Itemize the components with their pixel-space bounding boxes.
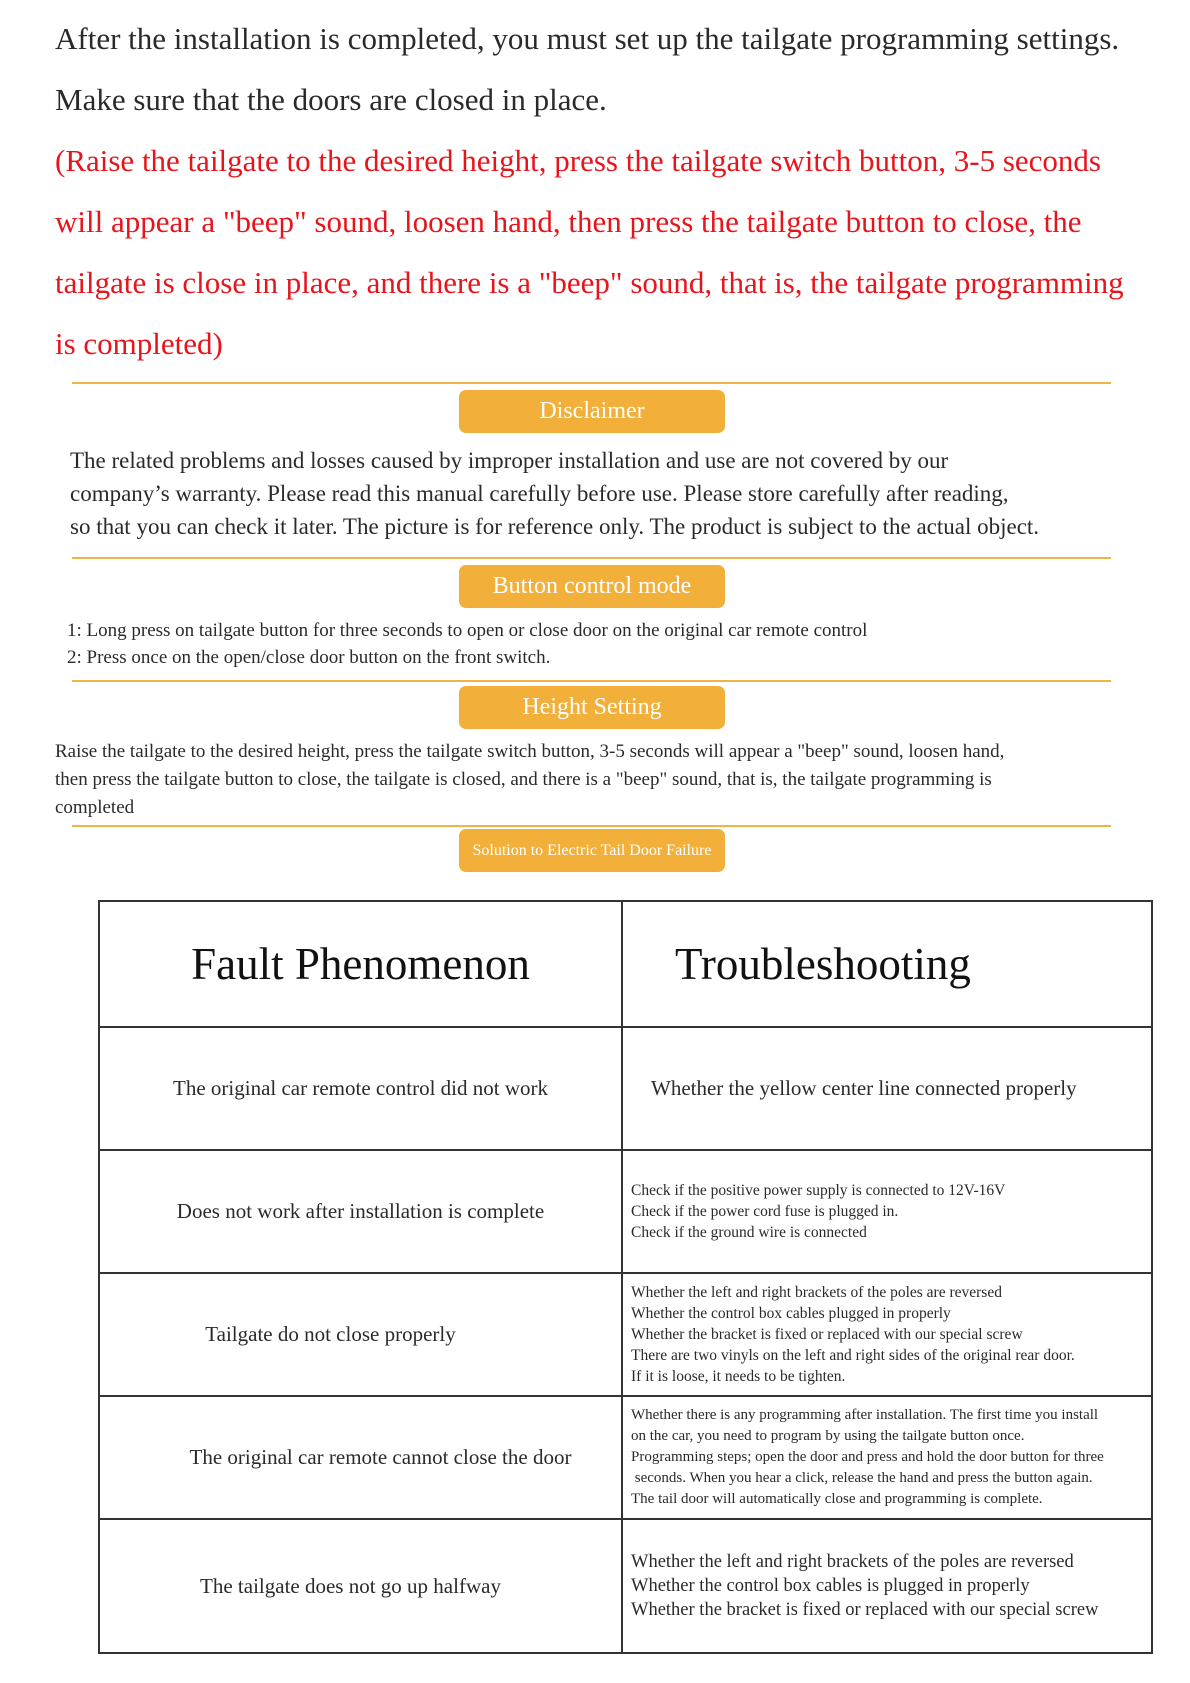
intro-red-line: is completed) <box>55 326 223 361</box>
troubleshooting-line: Whether the left and right brackets of the poles are reversed <box>631 1284 1002 1301</box>
table-row <box>99 1027 1152 1150</box>
button-control-text <box>67 617 867 671</box>
fault-cell: The tailgate does not go up halfway <box>99 1519 622 1653</box>
button-control-heading: Button control mode <box>459 565 725 608</box>
height-setting-heading: Height Setting <box>459 686 725 729</box>
troubleshooting-line: Whether the left and right brackets of the poles are reversed <box>631 1552 1074 1572</box>
button-control-line: 1: Long press on tailgate button for three seconds to open or close door on the original car remote control <box>67 620 868 641</box>
troubleshooting-line: Whether the control box cables plugged in properly <box>631 1305 951 1322</box>
intro-section <box>55 8 1175 374</box>
troubleshooting-line: Whether the bracket is fixed or replaced with our special screw <box>631 1326 1023 1343</box>
troubleshooting-line: Whether the yellow center line connected properly <box>651 1076 1077 1100</box>
intro-line: After the installation is completed, you must set up the tailgate programming settings. <box>55 21 1120 56</box>
troubleshooting-line: Whether the bracket is fixed or replaced with our special screw <box>631 1600 1099 1620</box>
disclaimer-line: company’s warranty. Please read this manual carefully before use. Please store carefully after reading, <box>70 481 1009 506</box>
height-setting-line: Raise the tailgate to the desired height, press the tailgate switch button, 3-5 seconds will appear a "beep" sound, loosen hand, <box>55 741 1005 762</box>
troubleshooting-cell <box>622 1273 1152 1396</box>
troubleshooting-header: Troubleshooting <box>622 901 1152 1027</box>
troubleshooting-cell <box>622 1027 1152 1150</box>
fault-cell: The original car remote control did not work <box>99 1027 622 1150</box>
intro-red-line: tailgate is close in place, and there is a "beep" sound, that is, the tailgate programming <box>55 265 1124 300</box>
troubleshooting-line: There are two vinyls on the left and right sides of the original rear door. <box>631 1347 1075 1364</box>
table-row <box>99 1273 1152 1396</box>
table-row <box>99 1150 1152 1273</box>
troubleshooting-line: seconds. When you hear a click, release the hand and press the button again. <box>631 1470 1093 1486</box>
troubleshooting-line: Check if the positive power supply is connected to 12V-16V <box>631 1182 1006 1199</box>
troubleshooting-cell <box>622 1150 1152 1273</box>
height-setting-line: completed <box>55 797 135 818</box>
troubleshooting-cell <box>622 1396 1152 1519</box>
divider <box>72 382 1111 384</box>
fault-cell: Tailgate do not close properly <box>99 1273 622 1396</box>
troubleshooting-line: on the car, you need to program by using the tailgate button once. <box>631 1428 1025 1444</box>
divider <box>72 680 1111 682</box>
divider <box>72 825 1111 827</box>
troubleshooting-line: Whether there is any programming after installation. The first time you install <box>631 1407 1099 1423</box>
table-header-row <box>99 901 1152 1027</box>
disclaimer-heading: Disclaimer <box>459 390 725 433</box>
divider <box>72 557 1111 559</box>
troubleshooting-line: Programming steps; open the door and press and hold the door button for three <box>631 1449 1104 1465</box>
intro-line: Make sure that the doors are closed in place. <box>55 82 607 117</box>
disclaimer-line: so that you can check it later. The picture is for reference only. The product is subject to the actual object. <box>70 514 1040 539</box>
table-row <box>99 1519 1152 1653</box>
troubleshooting-line: The tail door will automatically close and programming is complete. <box>631 1491 1043 1507</box>
fault-cell: The original car remote cannot close the door <box>99 1396 622 1519</box>
solution-heading: Solution to Electric Tail Door Failure <box>459 829 725 872</box>
fault-phenomenon-header: Fault Phenomenon <box>99 901 622 1027</box>
troubleshooting-line: Check if the power cord fuse is plugged in. <box>631 1203 899 1220</box>
button-control-line: 2: Press once on the open/close door button on the front switch. <box>67 647 551 668</box>
disclaimer-line: The related problems and losses caused by improper installation and use are not covered by our <box>70 448 949 473</box>
troubleshooting-line: Whether the control box cables is plugged in properly <box>631 1576 1030 1596</box>
troubleshooting-line: If it is loose, it needs to be tighten. <box>631 1368 846 1385</box>
fault-table <box>98 900 1153 1654</box>
troubleshooting-cell <box>622 1519 1152 1653</box>
table-row <box>99 1396 1152 1519</box>
troubleshooting-line: Check if the ground wire is connected <box>631 1224 867 1241</box>
height-setting-line: then press the tailgate button to close, the tailgate is closed, and there is a "beep" sound, that is, the tailgate programming is <box>55 769 992 790</box>
intro-red-line: will appear a "beep" sound, loosen hand, then press the tailgate button to close, the <box>55 204 1082 239</box>
intro-red-line: (Raise the tailgate to the desired height, press the tailgate switch button, 3-5 seconds <box>55 143 1101 178</box>
fault-cell: Does not work after installation is complete <box>99 1150 622 1273</box>
height-setting-text <box>55 738 1004 822</box>
disclaimer-text <box>70 444 1039 543</box>
